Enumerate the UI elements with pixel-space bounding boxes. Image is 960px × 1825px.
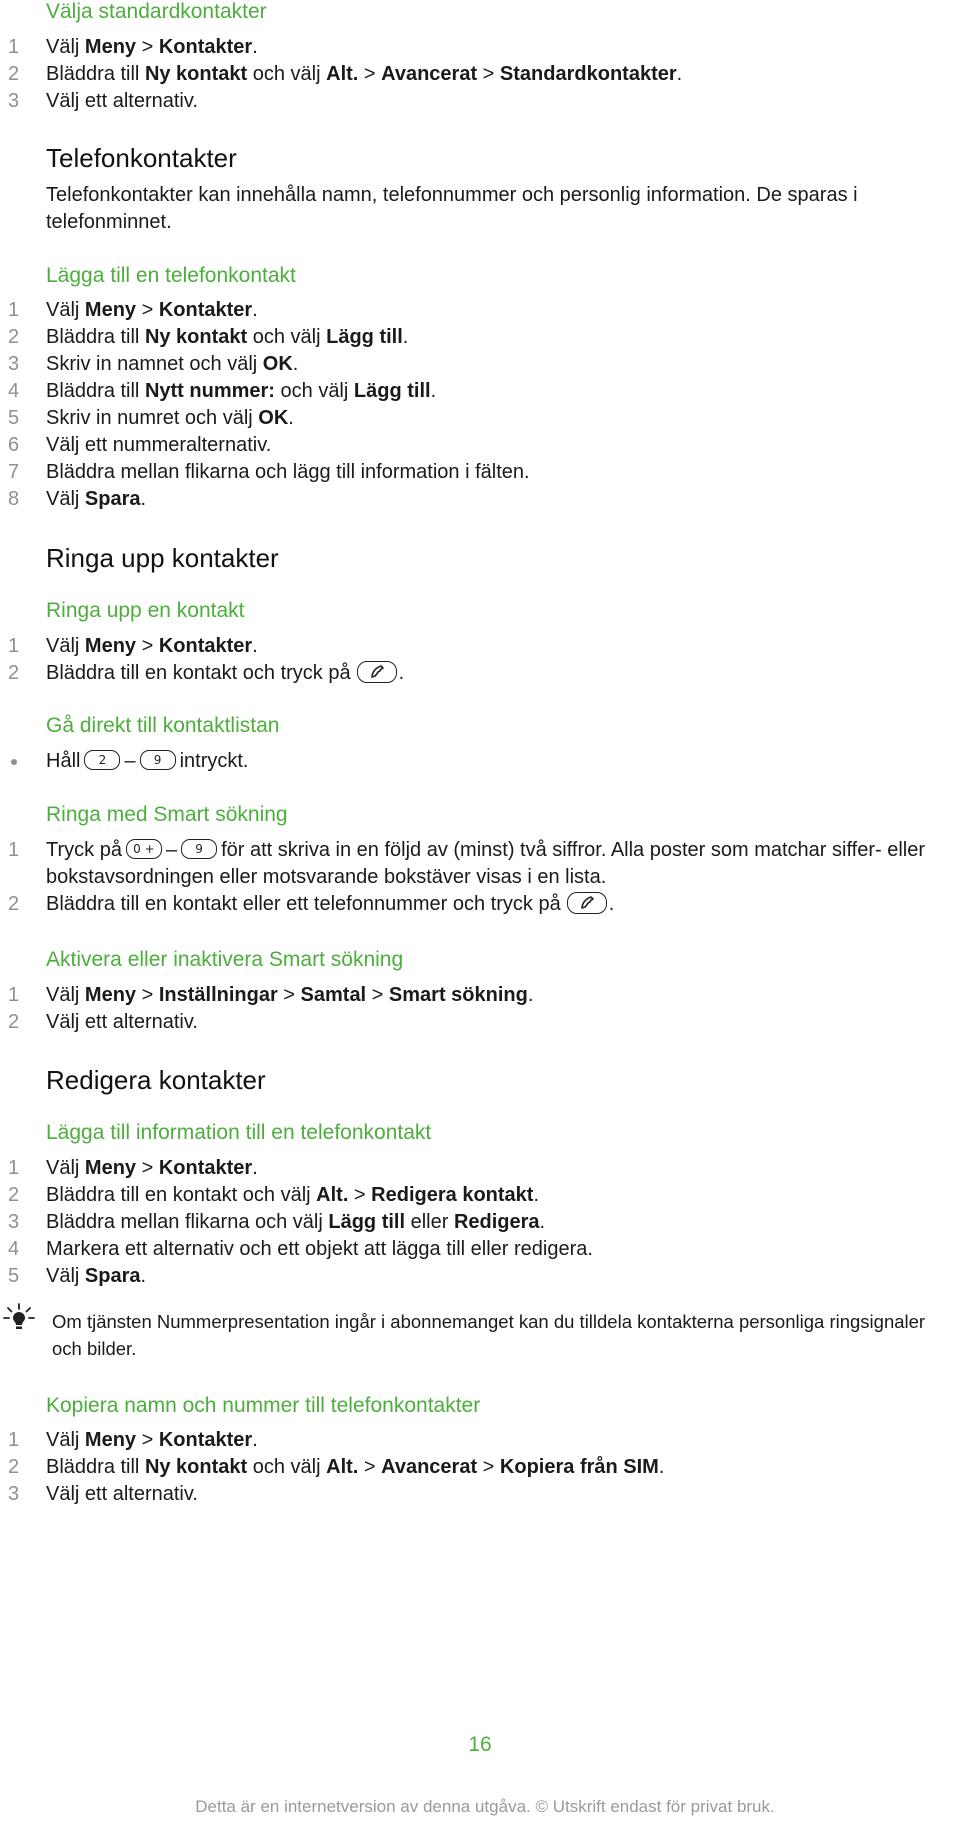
step-text bbox=[46, 378, 946, 405]
menu-term: Kontakter bbox=[158, 635, 253, 657]
text: . bbox=[430, 380, 437, 402]
text: och välj bbox=[247, 1456, 327, 1478]
step-text bbox=[46, 1209, 946, 1236]
step-number: 2 bbox=[8, 893, 20, 915]
text: . bbox=[539, 1211, 546, 1233]
menu-term: Alt. bbox=[316, 1184, 349, 1206]
step-text bbox=[46, 1182, 946, 1209]
text: . bbox=[398, 662, 405, 684]
menu-term: Meny bbox=[84, 299, 137, 321]
step-text: Välj ett alternativ. bbox=[46, 90, 198, 112]
step-number: 4 bbox=[8, 1238, 20, 1260]
step-text bbox=[46, 351, 946, 378]
step-text bbox=[46, 1427, 946, 1454]
menu-term: Smart sökning bbox=[388, 984, 528, 1006]
menu-term: Kontakter bbox=[158, 1429, 253, 1451]
text: Välj bbox=[46, 1157, 85, 1179]
section-title-telefonkontakter: Telefonkontakter bbox=[46, 143, 237, 173]
step-number: 5 bbox=[8, 1265, 20, 1287]
text: Välj bbox=[46, 1429, 85, 1451]
text: Skriv in numret och välj bbox=[46, 407, 259, 429]
subheading-ga-direkt: Gå direkt till kontaktlistan bbox=[46, 714, 280, 737]
menu-term: Kontakter bbox=[158, 1157, 253, 1179]
step-text bbox=[46, 891, 946, 918]
menu-term: Alt. bbox=[326, 1456, 359, 1478]
dash: – bbox=[165, 839, 178, 861]
menu-term: Redigera bbox=[453, 1211, 540, 1233]
menu-term: Meny bbox=[84, 36, 137, 58]
step-text: Markera ett alternativ och ett objekt att lägga till eller redigera. bbox=[46, 1238, 593, 1260]
step-number: 1 bbox=[8, 984, 20, 1006]
call-key-icon bbox=[567, 892, 607, 914]
key-0-plus-icon: 0 + bbox=[126, 839, 162, 859]
menu-term: Avancerat bbox=[381, 1456, 478, 1478]
menu-term: Spara bbox=[84, 488, 141, 510]
step-text bbox=[46, 982, 946, 1009]
text: och välj bbox=[247, 63, 327, 85]
text: Välj bbox=[46, 1265, 85, 1287]
step-number: 2 bbox=[8, 1011, 20, 1033]
menu-term: Redigera kontakt bbox=[371, 1184, 534, 1206]
text: . bbox=[288, 407, 294, 429]
step-text: Välj ett nummeralternativ. bbox=[46, 434, 272, 456]
menu-term: Meny bbox=[84, 635, 137, 657]
menu-term: Ny kontakt bbox=[144, 63, 248, 85]
text: . bbox=[252, 1429, 258, 1451]
text: Bläddra till bbox=[46, 380, 145, 402]
step-number: 1 bbox=[8, 635, 20, 657]
step-number: 2 bbox=[8, 326, 20, 348]
text: > bbox=[358, 1456, 382, 1478]
section-title-ringa-upp: Ringa upp kontakter bbox=[46, 543, 279, 573]
step-number: 1 bbox=[8, 36, 20, 58]
text: . bbox=[252, 635, 258, 657]
text: Välj bbox=[46, 488, 85, 510]
subheading-valja-standardkontakter: Välja standardkontakter bbox=[46, 0, 267, 23]
step-number: 3 bbox=[8, 90, 20, 112]
text: . bbox=[252, 1157, 258, 1179]
key-9-icon: 9 bbox=[181, 839, 217, 859]
step-number: 7 bbox=[8, 461, 20, 483]
step-text bbox=[46, 61, 946, 88]
text: . bbox=[658, 1456, 665, 1478]
menu-term: Nytt nummer: bbox=[144, 380, 275, 402]
tip-text: Om tjänsten Nummerpresentation ingår i abonnemanget kan du tilldela kontakterna personliga ringsignaler och bilder. bbox=[52, 1311, 926, 1359]
text: . bbox=[292, 353, 299, 375]
step-text bbox=[46, 486, 946, 513]
step-number: 3 bbox=[8, 1483, 20, 1505]
text: > bbox=[477, 1456, 500, 1478]
key-2-icon: 2 bbox=[84, 750, 120, 770]
menu-term: Kopiera från SIM bbox=[499, 1456, 659, 1478]
text: Bläddra till en kontakt och tryck på bbox=[46, 662, 351, 684]
section-title-redigera: Redigera kontakter bbox=[46, 1065, 266, 1095]
text: Bläddra mellan flikarna och välj bbox=[46, 1211, 329, 1233]
footer-text: Detta är en internetversion av denna utgåva. © Utskrift endast för privat bruk. bbox=[195, 1797, 775, 1816]
step-text bbox=[46, 297, 946, 324]
text: Välj bbox=[46, 984, 85, 1006]
subheading-lagga-till: Lägga till en telefonkontakt bbox=[46, 264, 296, 287]
step-number: 3 bbox=[8, 1211, 20, 1233]
text: > bbox=[348, 1184, 372, 1206]
subheading-kopiera: Kopiera namn och nummer till telefonkontakter bbox=[46, 1394, 481, 1417]
step-number: 8 bbox=[8, 488, 20, 510]
menu-term: Meny bbox=[84, 984, 137, 1006]
text: Bläddra till en kontakt eller ett telefonnummer och tryck på bbox=[46, 893, 561, 915]
text: . bbox=[140, 488, 147, 510]
step-number: 1 bbox=[8, 1429, 20, 1451]
text: > bbox=[136, 635, 159, 657]
text: eller bbox=[405, 1211, 454, 1233]
step-text bbox=[46, 324, 946, 351]
text: Välj bbox=[46, 299, 85, 321]
step-text bbox=[46, 1454, 946, 1481]
step-text bbox=[46, 837, 946, 891]
text: > bbox=[358, 63, 382, 85]
text: Bläddra till bbox=[46, 1456, 145, 1478]
text: Bläddra till bbox=[46, 326, 145, 348]
step-number: 4 bbox=[8, 380, 20, 402]
step-number: 3 bbox=[8, 353, 20, 375]
menu-term: Standardkontakter bbox=[499, 63, 677, 85]
text: Skriv in namnet och välj bbox=[46, 353, 263, 375]
text: och välj bbox=[274, 380, 354, 402]
menu-term: Inställningar bbox=[158, 984, 278, 1006]
text: intryckt. bbox=[179, 750, 249, 772]
text: > bbox=[136, 1157, 159, 1179]
text: Välj bbox=[46, 36, 85, 58]
text: Bläddra till en kontakt och välj bbox=[46, 1184, 317, 1206]
key-9-icon: 9 bbox=[140, 750, 176, 770]
step-number: 6 bbox=[8, 434, 20, 456]
text: . bbox=[533, 1184, 539, 1206]
menu-term: Lägg till bbox=[326, 326, 403, 348]
subheading-aktivera-smart-sokning: Aktivera eller inaktivera Smart sökning bbox=[46, 948, 404, 971]
step-text: Bläddra mellan flikarna och lägg till information i fälten. bbox=[46, 461, 530, 483]
text: . bbox=[676, 63, 683, 85]
step-text: Välj ett alternativ. bbox=[46, 1011, 198, 1033]
text: och välj bbox=[247, 326, 327, 348]
step-number: 1 bbox=[8, 1157, 20, 1179]
text: . bbox=[140, 1265, 147, 1287]
text: för att skriva in en följd av (minst) två siffror. Alla poster som matchar siffer- eller bokstavsordningen eller motsvarande bokstäver visas i en lista. bbox=[46, 839, 926, 888]
dash: – bbox=[124, 750, 136, 772]
text: > bbox=[136, 36, 159, 58]
step-number: 1 bbox=[8, 299, 20, 321]
step-number: 2 bbox=[8, 1184, 20, 1206]
text: Bläddra till bbox=[46, 63, 145, 85]
menu-term: Lägg till bbox=[328, 1211, 406, 1233]
menu-term: Meny bbox=[84, 1429, 137, 1451]
menu-term: Spara bbox=[84, 1265, 141, 1287]
text: > bbox=[136, 984, 159, 1006]
text: > bbox=[366, 984, 389, 1006]
page-number: 16 bbox=[468, 1733, 492, 1756]
text: . bbox=[527, 984, 534, 1006]
menu-term: Avancerat bbox=[381, 63, 478, 85]
subheading-lagga-till-information: Lägga till information till en telefonkontakt bbox=[46, 1121, 432, 1144]
step-text bbox=[46, 34, 946, 61]
text: > bbox=[136, 1429, 159, 1451]
step-text bbox=[46, 1263, 946, 1290]
subheading-ringa-upp-en-kontakt: Ringa upp en kontakt bbox=[46, 599, 245, 622]
text: . bbox=[608, 893, 615, 915]
menu-term: Ny kontakt bbox=[144, 1456, 248, 1478]
text: Tryck på bbox=[46, 839, 122, 861]
menu-term: OK bbox=[258, 407, 289, 429]
text: . bbox=[252, 299, 258, 321]
menu-term: Samtal bbox=[300, 984, 367, 1006]
menu-term: Lägg till bbox=[353, 380, 431, 402]
step-text bbox=[46, 660, 946, 687]
step-number: 2 bbox=[8, 1456, 20, 1478]
text: Välj bbox=[46, 635, 85, 657]
menu-term: Meny bbox=[84, 1157, 137, 1179]
step-number: 5 bbox=[8, 407, 20, 429]
menu-term: Ny kontakt bbox=[144, 326, 248, 348]
menu-term: OK bbox=[262, 353, 293, 375]
step-text bbox=[46, 633, 946, 660]
menu-term: Kontakter bbox=[158, 36, 253, 58]
step-number: 2 bbox=[8, 662, 20, 684]
text: Håll bbox=[46, 750, 81, 772]
step-number: 2 bbox=[8, 63, 20, 85]
text: > bbox=[477, 63, 500, 85]
menu-term: Kontakter bbox=[158, 299, 253, 321]
intro-paragraph: Telefonkontakter kan innehålla namn, telefonnummer och personlig information. De sparas i telefonminnet. bbox=[46, 184, 858, 233]
footer-note bbox=[0, 1797, 960, 1817]
bullet-dot-icon bbox=[11, 759, 17, 765]
text: . bbox=[402, 326, 409, 348]
menu-term: Alt. bbox=[326, 63, 359, 85]
text: . bbox=[252, 36, 258, 58]
step-text bbox=[46, 405, 946, 432]
text: > bbox=[277, 984, 301, 1006]
tip-lightbulb-icon bbox=[2, 1302, 36, 1337]
subheading-smart-sokning: Ringa med Smart sökning bbox=[46, 803, 288, 826]
step-number: 1 bbox=[8, 839, 20, 861]
text: > bbox=[136, 299, 159, 321]
step-text: Välj ett alternativ. bbox=[46, 1483, 198, 1505]
call-key-icon bbox=[357, 661, 397, 683]
step-text bbox=[46, 1155, 946, 1182]
bullet-text bbox=[46, 748, 946, 775]
